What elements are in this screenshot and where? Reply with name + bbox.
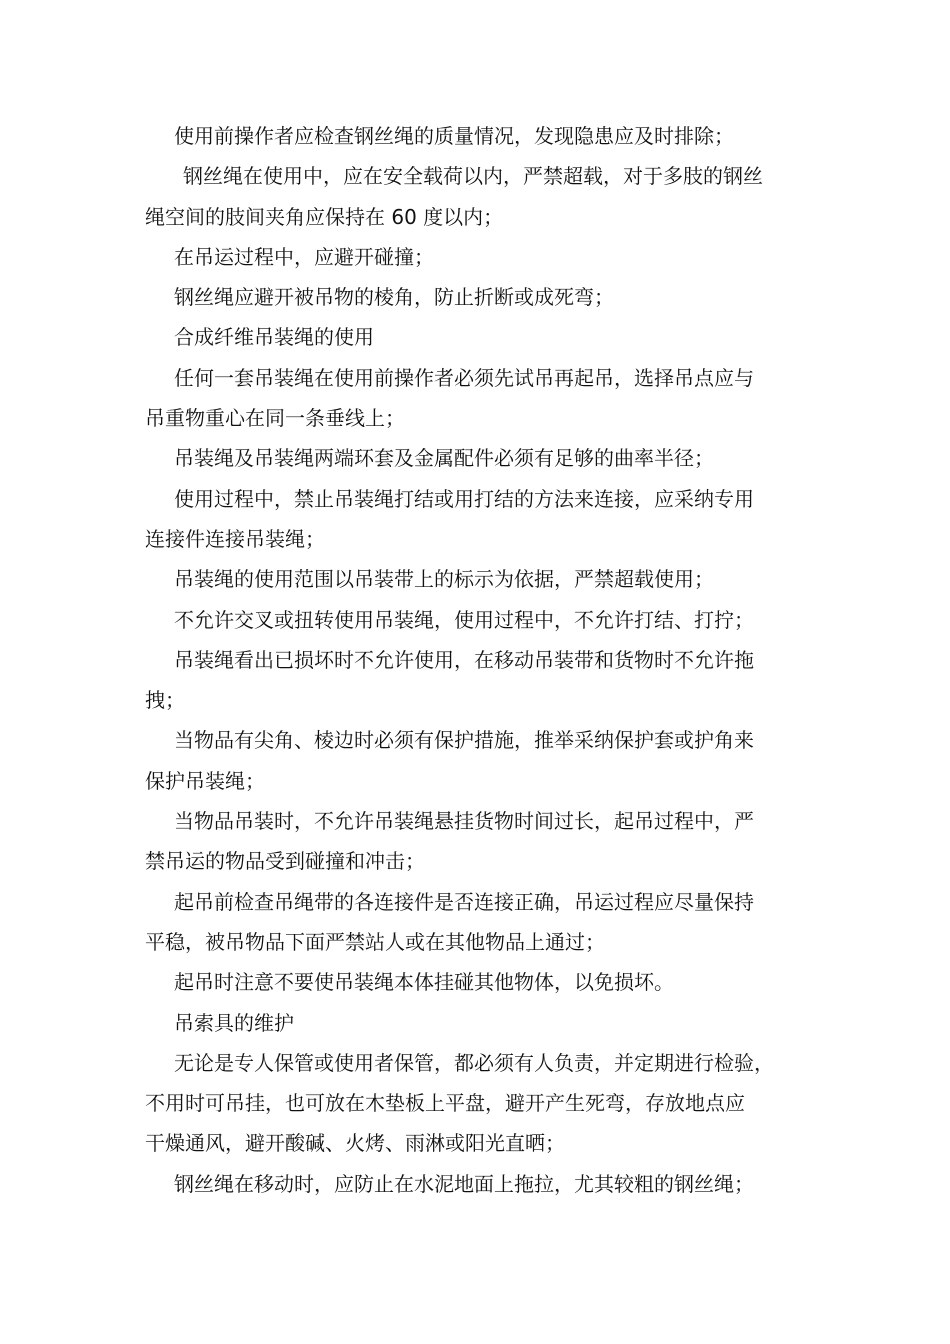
paragraph-7 bbox=[145, 438, 845, 478]
paragraph-line: 当物品有尖角、棱边时必须有保护措施，推举采纳保护套或护角来 bbox=[174, 728, 754, 753]
paragraph-2 bbox=[145, 156, 845, 237]
paragraph-line: 使用过程中，禁止吊装绳打结或用打结的方法来连接，应采纳专用 bbox=[174, 486, 754, 511]
paragraph-line: 吊重物重心在同一条垂线上； bbox=[145, 406, 405, 431]
paragraph-3 bbox=[145, 237, 845, 277]
paragraph-line: 禁吊运的物品受到碰撞和冲击； bbox=[145, 849, 425, 874]
paragraph-6 bbox=[145, 358, 845, 439]
paragraph-line: 不允许交叉或扭转使用吊装绳，使用过程中，不允许打结、打拧； bbox=[174, 607, 754, 632]
paragraph-line: 绳空间的肢间夹角应保持在 60 度以内； bbox=[145, 204, 504, 229]
paragraph-line: 吊索具的维护 bbox=[174, 1010, 294, 1035]
paragraph-line: 不用时可吊挂，也可放在木垫板上平盘，避开产生死弯，存放地点应 bbox=[145, 1091, 745, 1116]
paragraph-line: 钢丝绳在使用中，应在安全载荷以内，严禁超载，对于多肢的钢丝 bbox=[183, 164, 763, 189]
paragraph-8 bbox=[145, 479, 845, 560]
paragraph-line: 起吊时注意不要使吊装绳本体挂碰其他物体，以免损坏。 bbox=[174, 970, 674, 995]
paragraph-line: 任何一套吊装绳在使用前操作者必须先试吊再起吊，选择吊点应与 bbox=[174, 365, 754, 390]
paragraph-line: 平稳，被吊物品下面严禁站人或在其他物品上通过； bbox=[145, 929, 605, 954]
paragraph-line: 干燥通风，避开酸碱、火烤、雨淋或阳光直晒； bbox=[145, 1131, 565, 1156]
paragraph-line: 起吊前检查吊绳带的各连接件是否连接正确，吊运过程应尽量保持 bbox=[174, 889, 754, 914]
paragraph-11 bbox=[145, 640, 845, 721]
paragraph-line: 吊装绳看出已损坏时不允许使用，在移动吊装带和货物时不允许拖 bbox=[174, 647, 754, 672]
paragraph-4 bbox=[145, 277, 845, 317]
paragraph-line: 吊装绳的使用范围以吊装带上的标示为依据，严禁超载使用； bbox=[174, 567, 714, 592]
paragraph-line: 合成纤维吊装绳的使用 bbox=[174, 325, 374, 350]
paragraph-13 bbox=[145, 801, 845, 882]
paragraph-9 bbox=[145, 559, 845, 599]
paragraph-line: 在吊运过程中，应避开碰撞； bbox=[174, 244, 434, 269]
paragraph-17 bbox=[145, 1043, 845, 1164]
paragraph-line: 连接件连接吊装绳； bbox=[145, 526, 325, 551]
paragraph-line: 无论是专人保管或使用者保管，都必须有人负责，并定期进行检验， bbox=[174, 1050, 774, 1075]
paragraph-line: 吊装绳及吊装绳两端环套及金属配件必须有足够的曲率半径； bbox=[174, 446, 714, 471]
paragraph-14 bbox=[145, 882, 845, 963]
section-heading-rigging-maintenance bbox=[145, 1003, 845, 1043]
paragraph-18 bbox=[145, 1164, 845, 1204]
paragraph-line: 拽； bbox=[145, 688, 185, 713]
paragraph-15 bbox=[145, 962, 845, 1002]
paragraph-10 bbox=[145, 600, 845, 640]
paragraph-line: 当物品吊装时，不允许吊装绳悬挂货物时间过长，起吊过程中，严 bbox=[174, 809, 754, 834]
document-body bbox=[145, 116, 845, 1204]
paragraph-line: 钢丝绳应避开被吊物的棱角，防止折断或成死弯； bbox=[174, 285, 614, 310]
paragraph-12 bbox=[145, 720, 845, 801]
paragraph-1 bbox=[145, 116, 845, 156]
paragraph-line: 使用前操作者应检查钢丝绳的质量情况，发现隐患应及时排除； bbox=[174, 124, 734, 148]
section-heading-synthetic-fiber bbox=[145, 317, 845, 357]
paragraph-line: 钢丝绳在移动时，应防止在水泥地面上拖拉，尤其较粗的钢丝绳； bbox=[174, 1171, 754, 1196]
paragraph-line: 保护吊装绳； bbox=[145, 768, 265, 793]
